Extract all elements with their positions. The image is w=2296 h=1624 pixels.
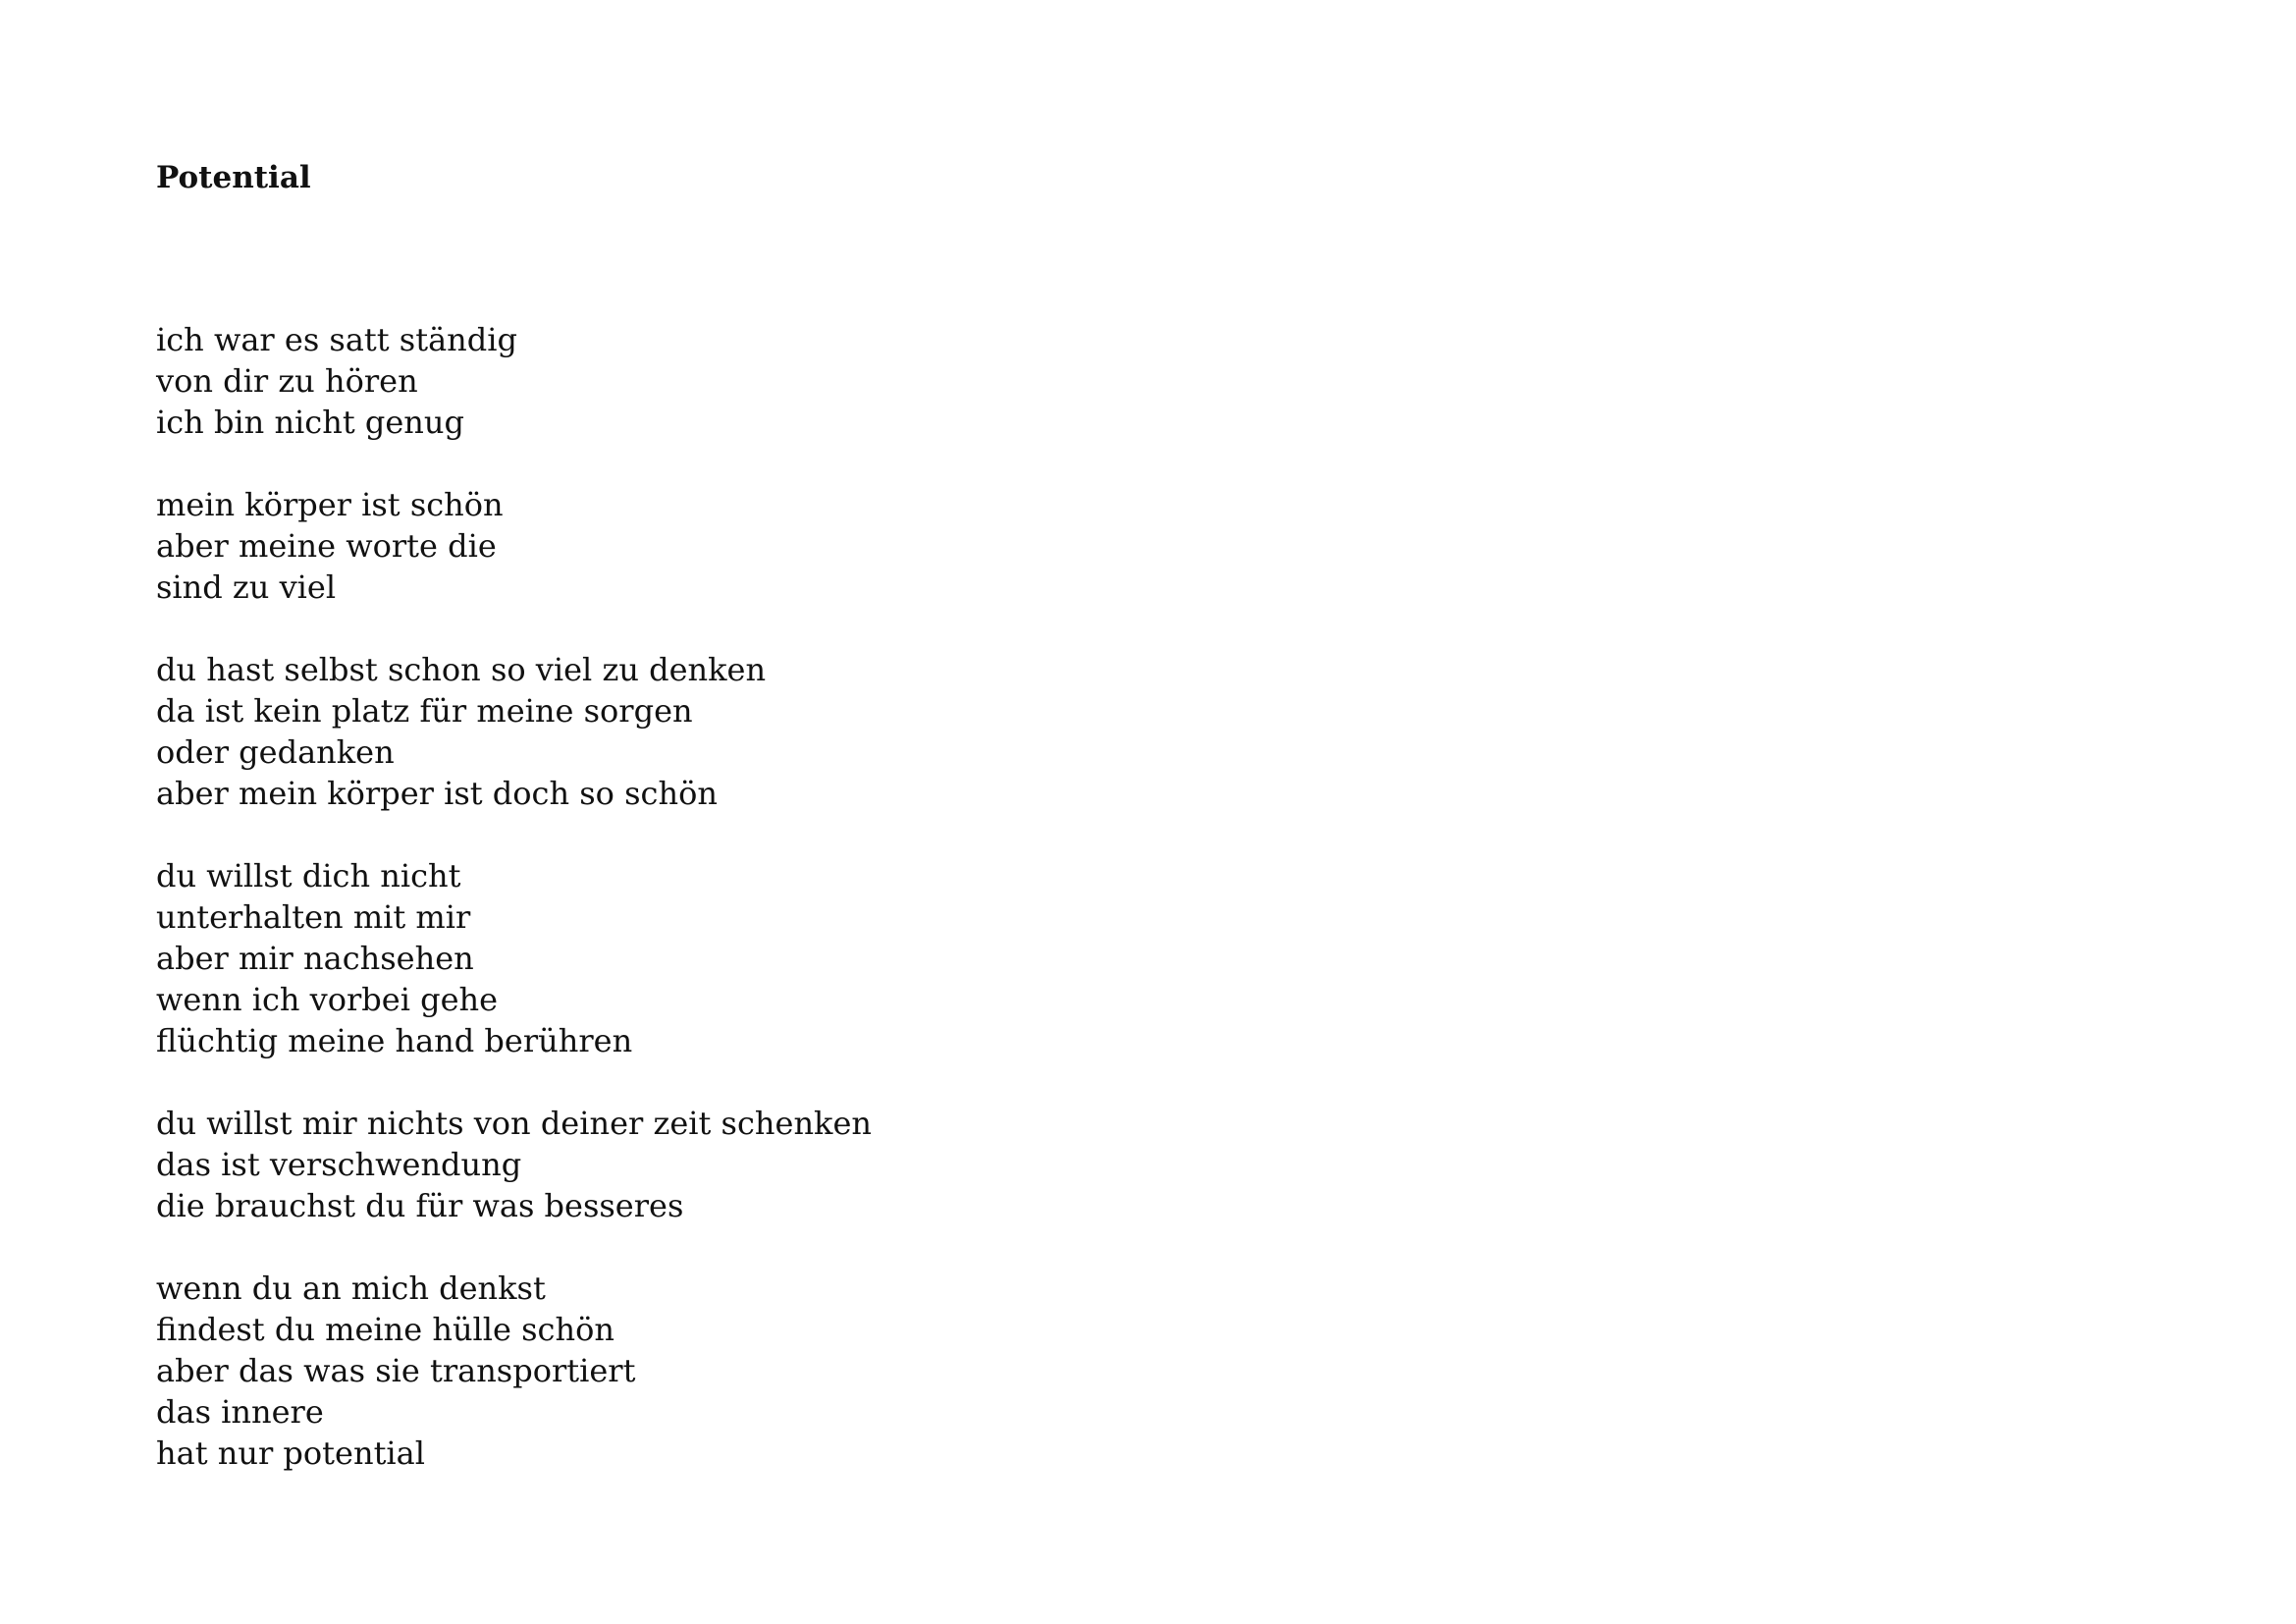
- poem-line: wenn ich vorbei gehe: [156, 981, 499, 1018]
- poem-line: das innere: [156, 1393, 324, 1431]
- poem-line: aber meine worte die: [156, 527, 497, 565]
- poem-line: ich war es satt ständig: [156, 321, 517, 358]
- poem-line: wenn du an mich denkst: [156, 1270, 546, 1307]
- poem-line: aber das was sie transportiert: [156, 1352, 636, 1389]
- poem-line: unterhalten mit mir: [156, 898, 471, 936]
- poem-line: die brauchst du für was besseres: [156, 1187, 684, 1224]
- stanza-5: [156, 1103, 1334, 1226]
- poem-line: das ist verschwendung: [156, 1146, 522, 1183]
- poem-line: oder gedanken: [156, 733, 395, 771]
- poem-line: mein körper ist schön: [156, 486, 504, 523]
- poem-line: sind zu viel: [156, 568, 337, 606]
- poem-line: da ist kein platz für meine sorgen: [156, 692, 693, 730]
- stanza-1: [156, 319, 1334, 443]
- stanza-3: [156, 649, 1334, 814]
- poem-title: Potential: [156, 160, 311, 195]
- stanza-6: [156, 1268, 1334, 1474]
- poem-line: du willst dich nicht: [156, 857, 461, 894]
- poem-line: hat nur potential: [156, 1435, 425, 1472]
- poem-line: flüchtig meine hand berühren: [156, 1022, 633, 1059]
- poem-line: du hast selbst schon so viel zu denken: [156, 651, 767, 688]
- stanza-2: [156, 484, 1334, 608]
- poem-line: aber mir nachsehen: [156, 940, 474, 977]
- poem-line: aber mein körper ist doch so schön: [156, 775, 718, 812]
- poem-line: ich bin nicht genug: [156, 404, 464, 441]
- poem-line: du willst mir nichts von deiner zeit schenken: [156, 1105, 872, 1142]
- stanza-4: [156, 855, 1334, 1061]
- poem-body: [156, 319, 1334, 1515]
- poem-line: findest du meine hülle schön: [156, 1311, 614, 1348]
- poem-line: von dir zu hören: [156, 362, 418, 400]
